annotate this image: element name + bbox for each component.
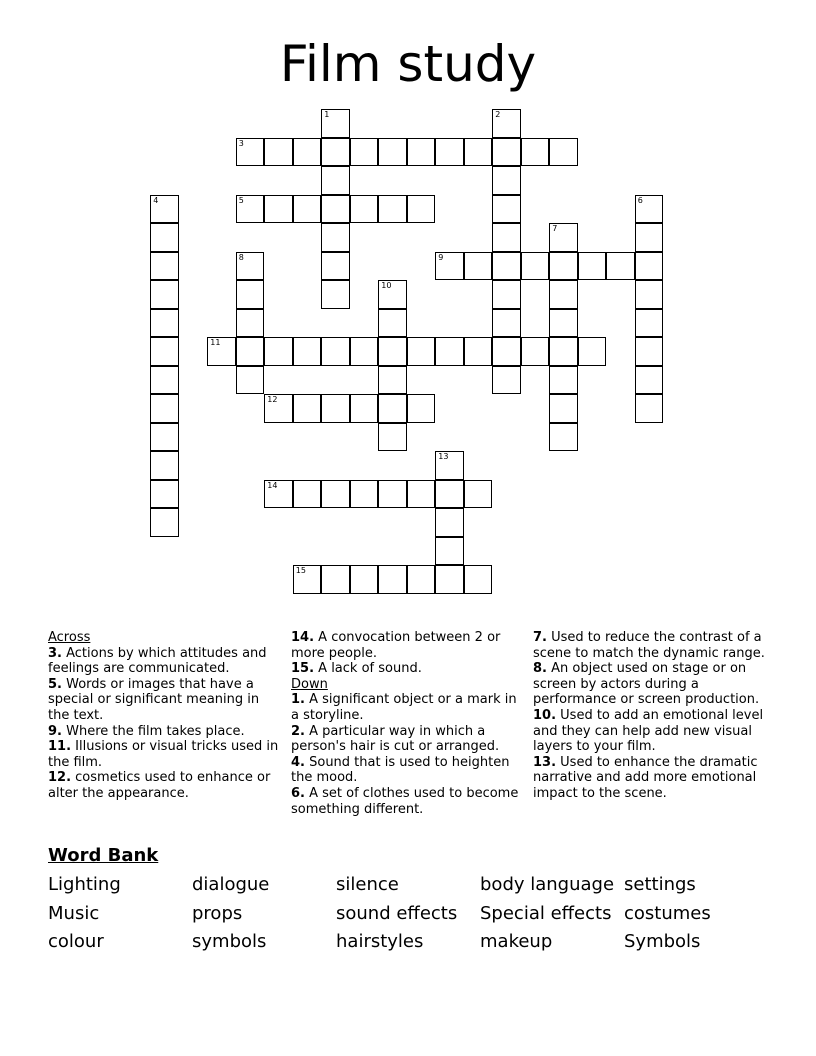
- grid-cell[interactable]: [578, 252, 607, 281]
- grid-cell[interactable]: [350, 565, 379, 594]
- grid-cell[interactable]: [464, 252, 493, 281]
- grid-cell[interactable]: [521, 138, 550, 167]
- grid-cell[interactable]: [150, 280, 179, 309]
- clue-item: [291, 755, 523, 786]
- grid-cell[interactable]: [321, 252, 350, 281]
- grid-cell[interactable]: [293, 394, 322, 423]
- grid-cell[interactable]: [407, 394, 436, 423]
- grid-cell[interactable]: [407, 480, 436, 509]
- grid-cell[interactable]: [492, 109, 521, 138]
- grid-cell[interactable]: [435, 138, 464, 167]
- clue-text: An object used on stage or on screen by actors during a performance or screen production.: [533, 661, 760, 708]
- clue-number: 13: [438, 452, 449, 462]
- clue-number-label: 9.: [48, 723, 62, 739]
- grid-cell[interactable]: [492, 309, 521, 338]
- clue-item: [48, 646, 280, 677]
- clue-number: 7: [552, 224, 558, 234]
- clue-item: [291, 661, 523, 677]
- clue-text: A significant object or a mark in a storyline.: [291, 692, 517, 723]
- grid-cell[interactable]: [150, 309, 179, 338]
- grid-cell[interactable]: [378, 480, 407, 509]
- grid-cell[interactable]: [236, 138, 265, 167]
- grid-cell[interactable]: [321, 337, 350, 366]
- grid-cell[interactable]: [321, 195, 350, 224]
- clue-number-label: 2.: [291, 723, 305, 739]
- clue-item: [533, 630, 773, 661]
- grid-cell[interactable]: [321, 480, 350, 509]
- grid-cell[interactable]: [264, 480, 293, 509]
- grid-cell[interactable]: [521, 252, 550, 281]
- grid-cell[interactable]: [464, 480, 493, 509]
- grid-cell[interactable]: [350, 394, 379, 423]
- word-bank-title: Word Bank: [48, 845, 159, 866]
- grid-cell[interactable]: [150, 366, 179, 395]
- grid-cell[interactable]: [321, 223, 350, 252]
- grid-cell[interactable]: [150, 337, 179, 366]
- grid-cell[interactable]: [236, 195, 265, 224]
- clue-number: 6: [637, 195, 643, 205]
- clue-number: 12: [267, 395, 278, 405]
- grid-cell[interactable]: [236, 309, 265, 338]
- grid-cell[interactable]: [264, 138, 293, 167]
- clue-number: 2: [495, 110, 501, 120]
- clue-number-label: 3.: [48, 645, 62, 661]
- clue-text: Words or images that have a special or significant meaning in the text.: [48, 676, 260, 723]
- grid-cell[interactable]: [150, 252, 179, 281]
- clue-text: Used to add an emotional level and they can help add new visual layers to your film.: [533, 707, 764, 755]
- grid-cell[interactable]: [150, 423, 179, 452]
- grid-cell[interactable]: [321, 394, 350, 423]
- grid-cell[interactable]: [635, 337, 664, 366]
- grid-cell[interactable]: [492, 252, 521, 281]
- grid-cell[interactable]: [378, 337, 407, 366]
- clue-text: Used to reduce the contrast of a scene to match the dynamic range.: [533, 630, 765, 661]
- word-bank-item: symbols: [192, 931, 267, 952]
- clue-number: 11: [210, 338, 221, 348]
- grid-cell[interactable]: [635, 195, 664, 224]
- grid-cell[interactable]: [321, 109, 350, 138]
- clue-number-label: 1.: [291, 692, 305, 708]
- clue-item: [48, 770, 280, 801]
- grid-cell[interactable]: [435, 565, 464, 594]
- clue-number-label: 12.: [48, 770, 72, 786]
- grid-cell[interactable]: [150, 451, 179, 480]
- grid-cell[interactable]: [549, 309, 578, 338]
- grid-cell[interactable]: [407, 565, 436, 594]
- word-bank-item: costumes: [624, 903, 711, 924]
- clue-number: 15: [295, 566, 306, 576]
- grid-cell[interactable]: [150, 480, 179, 509]
- grid-cell[interactable]: [264, 195, 293, 224]
- down-header: Down: [291, 676, 328, 692]
- grid-cell[interactable]: [606, 252, 635, 281]
- grid-cell[interactable]: [350, 480, 379, 509]
- clue-item: [291, 786, 523, 817]
- clue-text: Sound that is used to heighten the mood.: [291, 754, 510, 786]
- grid-cell[interactable]: [293, 195, 322, 224]
- clue-text: A set of clothes used to become something different.: [291, 785, 519, 817]
- grid-cell[interactable]: [293, 565, 322, 594]
- grid-cell[interactable]: [321, 138, 350, 167]
- word-bank-item: props: [192, 903, 243, 924]
- grid-cell[interactable]: [407, 337, 436, 366]
- grid-cell[interactable]: [407, 138, 436, 167]
- grid-cell[interactable]: [435, 451, 464, 480]
- clue-number-label: 10.: [533, 707, 557, 723]
- grid-cell[interactable]: [549, 280, 578, 309]
- word-bank-item: hairstyles: [336, 931, 424, 952]
- grid-cell[interactable]: [150, 195, 179, 224]
- grid-cell[interactable]: [549, 423, 578, 452]
- grid-cell[interactable]: [293, 337, 322, 366]
- word-bank-item: dialogue: [192, 874, 270, 895]
- grid-cell[interactable]: [435, 508, 464, 537]
- clue-text: Actions by which attitudes and feelings are communicated.: [48, 645, 267, 677]
- grid-cell[interactable]: [150, 394, 179, 423]
- clue-number: 9: [438, 252, 444, 262]
- grid-cell[interactable]: [293, 480, 322, 509]
- grid-cell[interactable]: [635, 280, 664, 309]
- grid-cell[interactable]: [236, 252, 265, 281]
- word-bank-item: Special effects: [480, 903, 612, 924]
- grid-cell[interactable]: [378, 394, 407, 423]
- word-bank-item: sound effects: [336, 903, 458, 924]
- clue-text: cosmetics used to enhance or alter the appearance.: [48, 770, 271, 801]
- grid-cell[interactable]: [492, 138, 521, 167]
- grid-cell[interactable]: [150, 223, 179, 252]
- grid-cell[interactable]: [321, 166, 350, 195]
- grid-cell[interactable]: [464, 337, 493, 366]
- clue-number: 10: [381, 281, 392, 291]
- grid-cell[interactable]: [492, 366, 521, 395]
- grid-cell[interactable]: [378, 195, 407, 224]
- grid-cell[interactable]: [350, 195, 379, 224]
- clue-number-label: 14.: [291, 630, 315, 645]
- clue-item: [48, 677, 280, 724]
- grid-cell[interactable]: [435, 252, 464, 281]
- page-title: Film study: [279, 35, 537, 93]
- grid-cell[interactable]: [635, 394, 664, 423]
- grid-cell[interactable]: [264, 394, 293, 423]
- grid-cell[interactable]: [492, 337, 521, 366]
- word-bank-item: Lighting: [48, 874, 121, 895]
- clue-number: 4: [153, 195, 159, 205]
- grid-cell[interactable]: [492, 195, 521, 224]
- word-bank-item: body language: [480, 874, 615, 895]
- clue-item: [291, 630, 523, 661]
- clue-item: [291, 692, 523, 723]
- clue-item: [533, 708, 773, 755]
- grid-cell[interactable]: [549, 138, 578, 167]
- grid-cell[interactable]: [350, 138, 379, 167]
- grid-cell[interactable]: [549, 366, 578, 395]
- word-bank-item: colour: [48, 931, 104, 952]
- grid-cell[interactable]: [635, 309, 664, 338]
- clue-item: [291, 724, 523, 755]
- word-bank-item: makeup: [480, 931, 553, 952]
- grid-cell[interactable]: [521, 337, 550, 366]
- grid-cell[interactable]: [264, 337, 293, 366]
- word-bank-item: Symbols: [624, 931, 701, 952]
- clue-number-label: 8.: [533, 661, 547, 677]
- clue-item: [533, 661, 773, 708]
- word-bank-item: silence: [336, 874, 399, 895]
- grid-cell[interactable]: [435, 480, 464, 509]
- grid-cell[interactable]: [578, 337, 607, 366]
- clue-item: [48, 724, 280, 740]
- clue-text: A lack of sound.: [314, 661, 422, 677]
- grid-cell[interactable]: [378, 565, 407, 594]
- clue-column-3: [533, 630, 773, 802]
- clue-number: 1: [324, 110, 330, 120]
- grid-cell[interactable]: [407, 195, 436, 224]
- grid-cell[interactable]: [350, 337, 379, 366]
- clue-text: Where the film takes place.: [61, 723, 245, 739]
- grid-cell[interactable]: [492, 280, 521, 309]
- grid-cell[interactable]: [492, 223, 521, 252]
- grid-cell[interactable]: [378, 138, 407, 167]
- clue-number: 14: [267, 480, 278, 490]
- clue-number: 5: [238, 195, 244, 205]
- grid-cell[interactable]: [549, 252, 578, 281]
- clue-number-label: 13.: [533, 754, 557, 770]
- grid-cell[interactable]: [549, 223, 578, 252]
- grid-cell[interactable]: [464, 565, 493, 594]
- clue-text: A particular way in which a person's hair is cut or arranged.: [291, 723, 500, 755]
- grid-cell[interactable]: [635, 223, 664, 252]
- grid-cell[interactable]: [549, 394, 578, 423]
- grid-cell[interactable]: [293, 138, 322, 167]
- clue-text: Used to enhance the dramatic narrative and add more emotional impact to the scene.: [533, 754, 758, 801]
- clue-item: [48, 739, 280, 770]
- grid-cell[interactable]: [464, 138, 493, 167]
- clue-number: 8: [238, 252, 244, 262]
- clue-column-2: [291, 630, 523, 817]
- across-header: Across: [48, 630, 91, 645]
- clue-number: 3: [238, 138, 244, 148]
- clue-number-label: 7.: [533, 630, 547, 645]
- grid-cell[interactable]: [207, 337, 236, 366]
- grid-cell[interactable]: [150, 508, 179, 537]
- clue-column-1: [48, 630, 280, 802]
- clue-number-label: 11.: [48, 739, 72, 755]
- grid-cell[interactable]: [378, 309, 407, 338]
- grid-cell[interactable]: [378, 366, 407, 395]
- grid-cell[interactable]: [236, 280, 265, 309]
- grid-cell[interactable]: [635, 366, 664, 395]
- clue-number-label: 15.: [291, 661, 315, 677]
- clue-text: Illusions or visual tricks used in the film.: [48, 739, 279, 770]
- grid-cell[interactable]: [321, 280, 350, 309]
- clue-text: A convocation between 2 or more people.: [291, 630, 501, 661]
- word-bank-item: Music: [48, 903, 100, 924]
- grid-cell[interactable]: [435, 337, 464, 366]
- clue-number-label: 5.: [48, 676, 62, 692]
- grid-cell[interactable]: [378, 280, 407, 309]
- clue-number-label: 4.: [291, 754, 305, 770]
- word-bank-item: settings: [624, 874, 696, 895]
- grid-cell[interactable]: [236, 366, 265, 395]
- grid-cell[interactable]: [378, 423, 407, 452]
- grid-cell[interactable]: [635, 252, 664, 281]
- grid-cell[interactable]: [549, 337, 578, 366]
- grid-cell[interactable]: [236, 337, 265, 366]
- clue-item: [533, 755, 773, 802]
- grid-cell[interactable]: [435, 537, 464, 566]
- grid-cell[interactable]: [321, 565, 350, 594]
- grid-cell[interactable]: [492, 166, 521, 195]
- clue-number-label: 6.: [291, 785, 305, 801]
